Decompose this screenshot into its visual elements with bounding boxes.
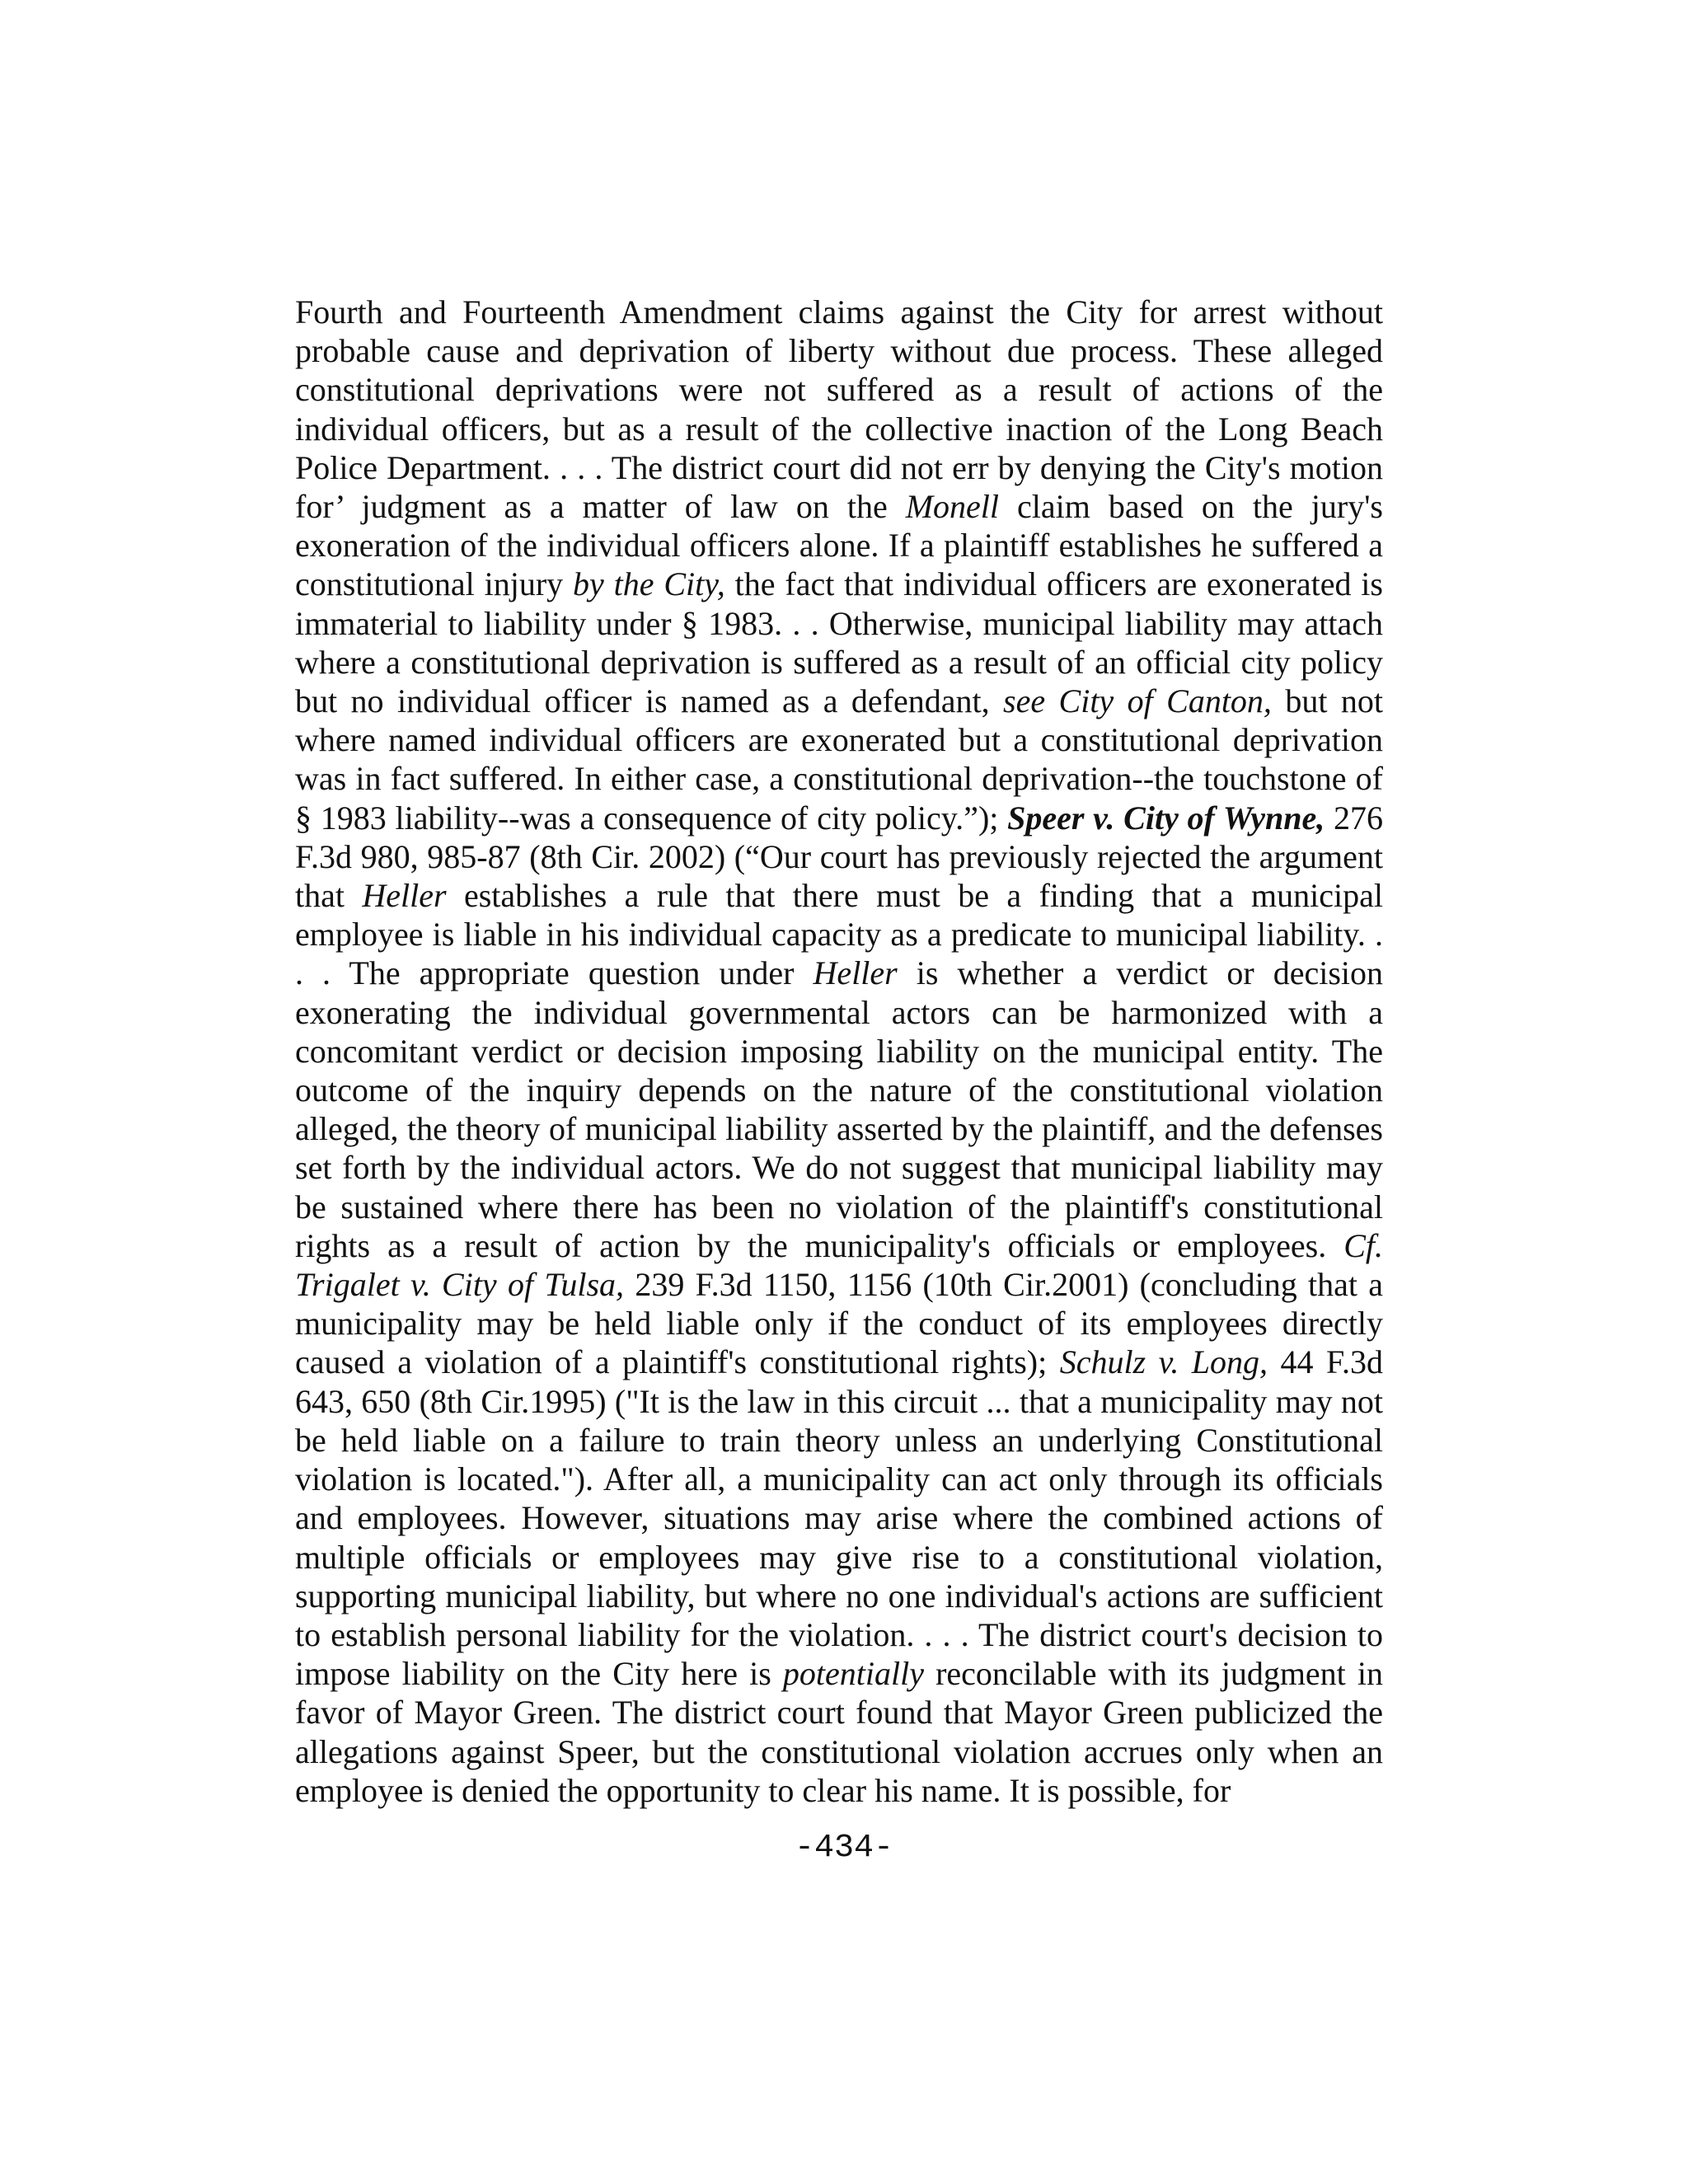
body-text-run: establishes a rule that there must be a finding that a municipal employee is liable in his individual capacity as a predicate to municipal liability. . . . The appropriate question under — [295, 877, 1383, 992]
body-text-run: 44 F.3d 643, 650 (8th Cir.1995) ("It is the law in this circuit ... that a municipality may not be held liable on a failure to train theory unless an underlying Constitutional violation is located."). After all, a municipality can act only through its officials and employees. However, situations may arise where the combined actions of multiple officials or employees may give rise to a constitutional violation, supporting municipal liability, but where no one individual's actions are sufficient to establish personal liability for the violation. . . . The district court's decision to impose liability on the City here is — [295, 1343, 1384, 1693]
italic-citation: potentially — [782, 1655, 924, 1693]
italic-citation: by the City, — [573, 565, 725, 603]
body-text-run: 239 F.3d 1150, 1156 (10th Cir.2001) (concluding that a municipality may be held liable only if the conduct of its employees directly caused a violation of a plaintiff's constitutional rights); — [295, 1266, 1383, 1381]
italic-citation: Monell — [905, 488, 1000, 526]
body-text-run: Fourth and Fourteenth Amendment claims against the City for arrest without probable cause and deprivation of liberty without due process. These alleged constitutional deprivations were not suffered as a result of actions of the individual officers, but as a result of the collective inaction of the Long Beach Police Department. . . . The district court did not err by denying the City's motion for’ judgment as a matter of law on the — [295, 293, 1383, 526]
italic-citation: Cf. Trigalet v. City of Tulsa, — [295, 1226, 1383, 1304]
body-text-run: is whether a verdict or decision exonerating the individual governmental actors can be harmonized with a concomitant verdict or decision imposing liability on the municipal entity. The outcome of the inquiry depends on the nature of the constitutional violation alleged, the theory of municipal liability asserted by the plaintiff, and the defenses set forth by the individual actors. We do not suggest that municipal liability may be sustained where there has been no violation of the plaintiff's constitutional rights as a result of action by the municipality's officials or employees. — [295, 954, 1383, 1264]
body-text-run: but not where named individual officers are exonerated but a constitutional deprivation was in fact suffered. In either case, a constitutional deprivation--the touchstone of § 1983 liability--was a consequence of city policy.”); — [295, 682, 1384, 837]
italic-citation: Heller — [362, 877, 447, 915]
bold-italic-case-name — [1007, 799, 1325, 837]
body-text-run: 276 F.3d 980, 985-87 (8th Cir. 2002) (“Our court has previously rejected the argument that — [295, 799, 1383, 915]
italic-citation: Schulz v. Long, — [1059, 1343, 1268, 1381]
body-text-run: the fact that individual officers are exonerated is immaterial to liability under § 1983. . . Otherwise, municipal liability may attach where a constitutional deprivation is suffered as a result of an official city policy but no individual officer is named as a defendant, — [295, 565, 1383, 720]
italic-citation: see City of Canton, — [1003, 682, 1272, 720]
body-text-run: claim based on the jury's exoneration of the individual officers alone. If a plaintiff establishes he suffered a constitutional injury — [295, 488, 1383, 603]
italic-citation: Heller — [813, 954, 898, 992]
page-number: -434- — [794, 1830, 894, 1867]
bold-italic-case-name-text: Speer v. City of Wynne, — [1007, 799, 1325, 837]
body-paragraph — [295, 293, 1383, 1810]
body-text-run: reconcilable with its judgment in favor of Mayor Green. The district court found that Mayor Green publicized the allegations against Speer, but the constitutional violation accrues only when an employee is denied the opportunity to clear his name. It is possible, for — [295, 1655, 1384, 1809]
